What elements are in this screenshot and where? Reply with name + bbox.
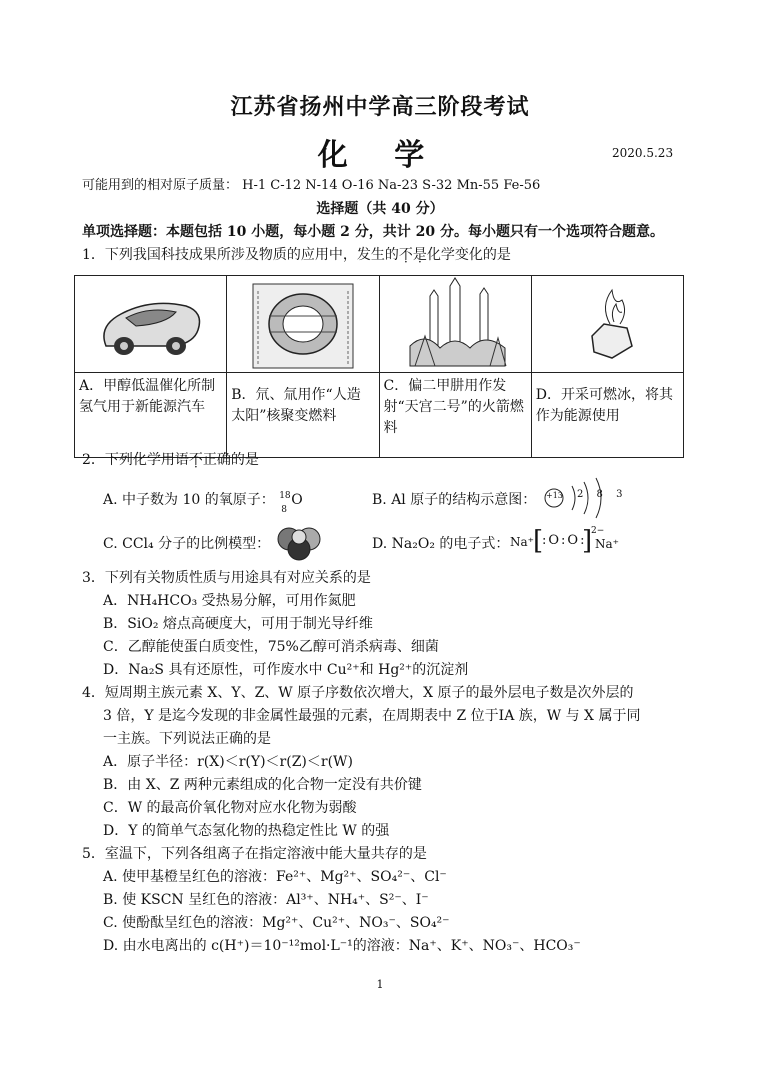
q4-stem-line-1: 4．短周期主族元素 X、Y、Z、W 原子序数依次增大，X 原子的最外层电子数是次外层的 — [82, 685, 634, 701]
q1-emphasis-1: 不 — [398, 247, 413, 263]
q2-option-c — [103, 533, 270, 555]
q1-picture-d — [531, 276, 683, 373]
q5-option-d: D. 由水电离出的 c(H⁺)＝10⁻¹²mol·L⁻¹的溶液：Na⁺、K⁺、NO₃⁻、HCO₃⁻ — [103, 938, 581, 954]
q3-option-b: B．SiO₂ 熔点高硬度大，可用于制光导纤维 — [103, 616, 373, 632]
q1-picture-a — [75, 276, 227, 373]
tokamak-reactor-icon — [228, 276, 378, 372]
q5-stem: 5．室温下，下列各组离子在指定溶液中能大量共存的是 — [82, 846, 427, 862]
burning-ice-icon — [532, 276, 682, 372]
q5-option-a: A. 使甲基橙呈红色的溶液：Fe²⁺、Mg²⁺、SO₄²⁻、Cl⁻ — [103, 869, 447, 885]
bracket-left: [ — [533, 526, 544, 556]
al-electron-shells: 2 8 3 — [577, 489, 628, 500]
q2-option-b — [372, 489, 536, 511]
q2-emphasis: 不 — [188, 452, 203, 468]
bracket-right: ] — [582, 526, 593, 556]
exam-date: 2020.5.23 — [612, 146, 674, 160]
q1-options-table — [74, 275, 684, 458]
peroxide-charge: 2− — [591, 526, 605, 536]
q4-stem-line-3: 一主族。下列说法正确的是 — [103, 731, 271, 747]
q1-option-d: D．开采可燃冰，将其作为能源使用 — [531, 373, 683, 458]
q2-option-c-text: C. CCl₄ 分子的比例模型： — [103, 536, 271, 552]
q2-option-d-text: D. Na₂O₂ 的电子式： — [372, 536, 510, 552]
ccl4-space-filling-model-icon — [275, 525, 323, 561]
q2-option-d — [372, 533, 509, 555]
al-nucleus-label: +13 — [546, 491, 563, 500]
q2-option-a — [103, 489, 303, 515]
rocket-launch-icon — [380, 276, 530, 372]
section-title: 选择题（共 40 分） — [316, 201, 444, 217]
q1-picture-b — [227, 276, 379, 373]
na-ion-right: Na⁺ — [595, 537, 619, 551]
q5-option-b: B. 使 KSCN 呈红色的溶液：Al³⁺、NH₄⁺、S²⁻、I⁻ — [103, 892, 429, 908]
q3-option-c: C．乙醇能使蛋白质变性，75%乙醇可消杀病毒、细菌 — [103, 639, 439, 655]
q1-stem — [82, 244, 511, 266]
q2-stem-pre: 2．下列化学用语 — [82, 452, 189, 468]
q3-option-d: D．Na₂S 具有还原性，可作废水中 Cu²⁺和 Hg²⁺的沉淀剂 — [103, 662, 469, 678]
page-number: 1 — [376, 978, 384, 991]
q4-option-b: B．由 X、Z 两种元素组成的化合物一定没有共价键 — [103, 777, 422, 793]
q2-option-b-text: B. Al 原子的结构示意图： — [372, 492, 537, 508]
oxygen-nuclide — [279, 489, 303, 515]
na-ion-left: Na⁺ — [510, 535, 534, 549]
q1-emphasis-2: 是 — [412, 247, 427, 263]
q1-option-c: C．偏二甲肼用作发射“天宫二号”的火箭燃料 — [379, 373, 531, 458]
q1-stem-post: 化学变化的是 — [426, 247, 511, 263]
q1-option-b: B．氘、氚用作“人造太阳”核聚变燃料 — [227, 373, 379, 458]
nuclide-mass-number: 18 — [279, 491, 291, 501]
q1-picture-c — [379, 276, 531, 373]
exam-school-title: 江苏省扬州中学高三阶段考试 — [230, 94, 530, 120]
q3-stem: 3．下列有关物质性质与用途具有对应关系的是 — [82, 570, 371, 586]
q4-option-a: A．原子半径：r(X)＜r(Y)＜r(Z)＜r(W) — [103, 754, 353, 770]
q3-option-a: A．NH₄HCO₃ 受热易分解，可用作氮肥 — [103, 593, 356, 609]
q4-option-c: C．W 的最高价氧化物对应水化物为弱酸 — [103, 800, 357, 816]
q2-stem-post: 正确的是 — [202, 452, 259, 468]
fuel-cell-car-icon — [76, 276, 226, 372]
q4-stem-line-2: 3 倍，Y 是迄今发现的非金属性最强的元素，在周期表中 Z 位于ⅠA 族，W 与 X 属于同 — [103, 708, 641, 724]
q1-stem-pre: 1．下列我国科技成果所涉及物质的应用中，发生的 — [82, 247, 399, 263]
atomic-masses: 可能用到的相对原子质量： H-1 C-12 N-14 O-16 Na-23 S-32 Mn-55 Fe-56 — [82, 178, 541, 193]
q2-option-a-text: A. 中子数为 10 的氧原子： — [103, 492, 275, 508]
q5-option-c: C. 使酚酞呈红色的溶液：Mg²⁺、Cu²⁺、NO₃⁻、SO₄²⁻ — [103, 915, 450, 931]
nuclide-atomic-number: 8 — [281, 505, 287, 515]
q4-option-d: D．Y 的简单气态氢化物的热稳定性比 W 的强 — [103, 823, 390, 839]
peroxide-electron-formula: :O:O: — [542, 533, 587, 548]
nuclide-symbol: O — [291, 492, 303, 508]
section-instructions: 单项选择题：本题包括 10 小题，每小题 2 分，共计 20 分。每小题只有一个选项符合题意。 — [82, 224, 664, 240]
subject-title: 化 学 — [317, 138, 443, 173]
q2-stem — [82, 449, 259, 471]
q1-option-a: A．甲醇低温催化所制氢气用于新能源汽车 — [75, 373, 227, 458]
